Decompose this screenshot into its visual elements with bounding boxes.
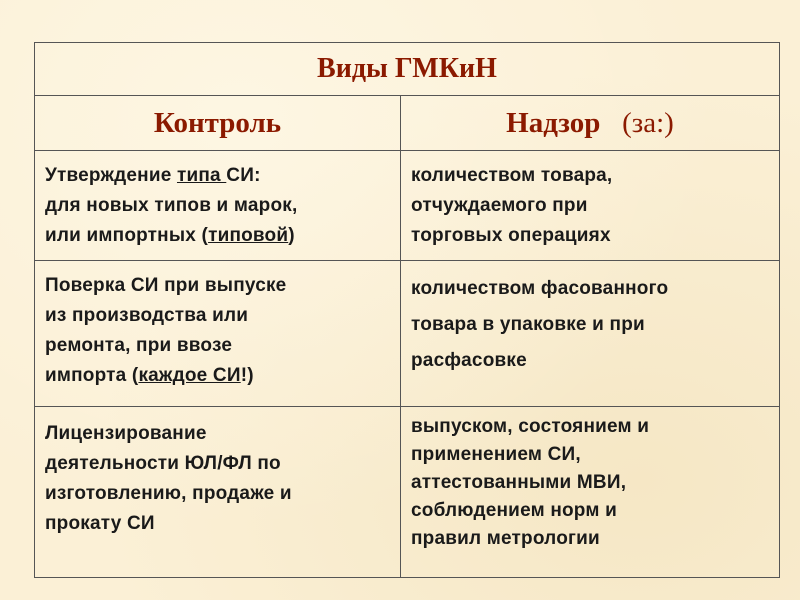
text-line: выпуском, состоянием и	[411, 416, 650, 437]
text-fragment: или импортных (	[45, 225, 209, 246]
table-row	[35, 407, 780, 578]
gmkin-table	[34, 42, 780, 578]
header-row	[35, 96, 780, 151]
text-line: количеством фасованного	[411, 278, 669, 299]
text-line	[45, 161, 392, 191]
control-cell	[35, 151, 401, 261]
text-line: Лицензирование	[45, 423, 207, 444]
supervision-cell	[401, 407, 780, 578]
text-line: количеством товара,	[411, 165, 613, 186]
underlined-fragment: типа	[176, 165, 227, 186]
table-row	[35, 151, 780, 261]
text-line: применением СИ,	[411, 444, 581, 465]
text-fragment: СИ:	[226, 165, 261, 186]
supervision-cell	[401, 261, 780, 407]
text-line: торговых операциях	[411, 225, 611, 246]
control-cell	[35, 407, 401, 578]
title-row	[35, 43, 780, 96]
text-line: аттестованными МВИ,	[411, 472, 627, 493]
header-supervision-extra: (за:)	[622, 106, 674, 139]
text-line: расфасовке	[411, 350, 527, 371]
text-fragment: импорта (	[45, 365, 139, 386]
header-supervision	[401, 96, 780, 151]
text-line: изготовлению, продаже и	[45, 483, 292, 504]
supervision-cell	[401, 151, 780, 261]
header-supervision-main: Надзор	[506, 106, 601, 139]
text-line	[45, 221, 392, 251]
text-line: деятельности ЮЛ/ФЛ по	[45, 453, 281, 474]
table-title: Виды ГМКиН	[35, 43, 780, 96]
text-line: товара в упаковке и при	[411, 314, 645, 335]
text-line	[45, 361, 392, 391]
text-line: из производства или	[45, 305, 249, 326]
text-line: Поверка СИ при выпуске	[45, 275, 287, 296]
underlined-fragment: каждое СИ	[138, 365, 241, 386]
text-fragment: !)	[240, 365, 254, 386]
control-cell	[35, 261, 401, 407]
text-line: ремонта, при ввозе	[45, 335, 233, 356]
text-line: правил метрологии	[411, 528, 600, 549]
header-control: Контроль	[35, 96, 401, 151]
table-row	[35, 261, 780, 407]
text-line: соблюдением норм и	[411, 500, 617, 521]
text-line: отчуждаемого при	[411, 195, 588, 216]
text-fragment: )	[288, 225, 295, 246]
text-fragment: Утверждение	[45, 165, 177, 186]
text-line: для новых типов и марок,	[45, 195, 298, 216]
text-line: прокату СИ	[45, 513, 155, 534]
underlined-fragment: типовой	[208, 225, 289, 246]
